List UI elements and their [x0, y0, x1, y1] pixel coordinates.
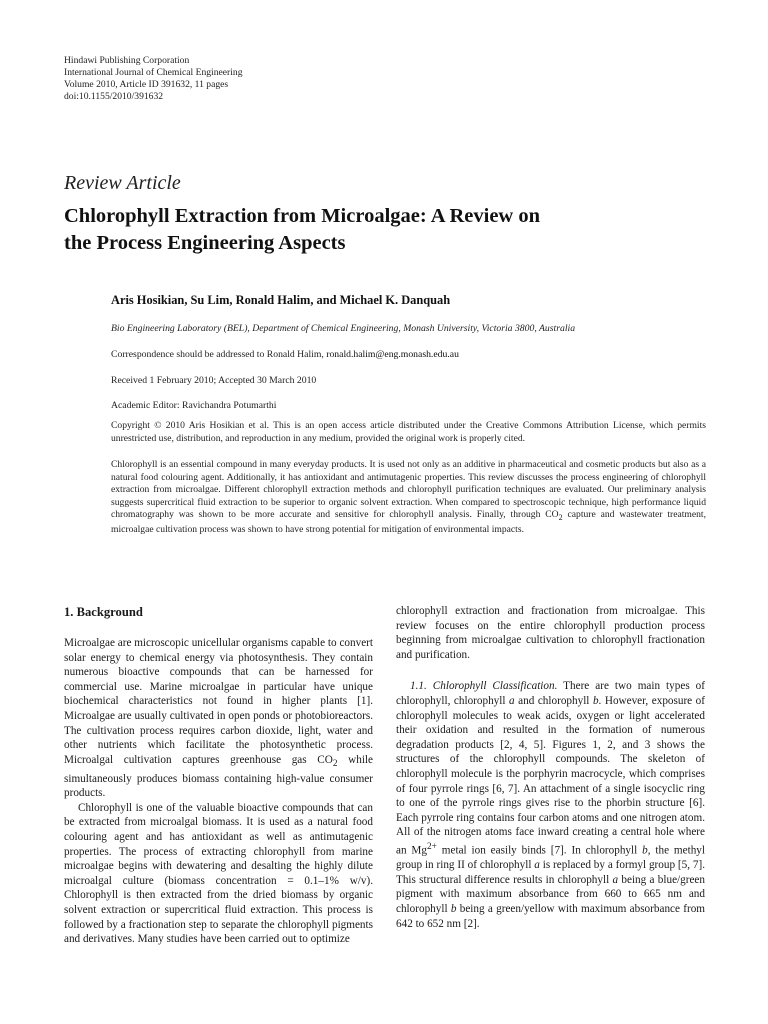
background-paragraph-2: Chlorophyll is one of the valuable bioactive compounds that can be extracted from microalgal biomass. It is used as a natural food colouring agent and has antioxidant as well as antimutagenic properties. The process of extracting chlorophyll from marine microalgae begins with dewatering and desalting the highly dilute microalgal culture (biomass concentration = 0.1–1% w/v). Chlorophyll is then extracted from the dried biomass by organic solvent extraction or supercritical fluid extraction. This process is followed by a fractionation step to separate the chlorophyll pigments and derivatives. Many studies have been carried out to optimize — [64, 801, 373, 946]
background-p1-subscript: 2 — [332, 758, 338, 769]
text-run: metal ion easily binds [7]. In chlorophyll — [436, 844, 643, 857]
text-run: . However, exposure of chlorophyll molecules to weak acids, oxygen or light accelerated their oxidation and resulted in the formation of numerous degradation products [2, 4, 5]. Figures 1, 2, and 3 shows the structures of the chlorophyll compounds. The skeleton of chlorophyll molecule is the porphyrin macrocycle, which comprises of four pyrrole rings [6, 7]. An attachment of a single isocyclic ring to one of the pyrrole rings gives rise to the phorbin structure [6]. Each pyrrole ring contains four carbon atoms and one nitrogen atom. All of the nitrogen atoms face inward creating a central hole where an Mg — [396, 694, 705, 857]
correspondence — [111, 349, 459, 360]
superscript: 2+ — [426, 841, 437, 852]
abstract-part-2: capture and wastewater treatment, microalgae cultivation process was shown to have strong potential for mitigation of environmental impacts. — [111, 509, 706, 536]
text-run: being a blue/green pigment with maximum absorbance from 660 to 665 nm and chlorophyll — [396, 873, 705, 916]
italic-letter: a — [509, 694, 515, 707]
section-heading-background: 1. Background — [64, 605, 143, 619]
correspondence-email[interactable]: ronald.halim@eng.monash.edu.au — [326, 349, 459, 360]
academic-editor: Academic Editor: Ravichandra Potumarthi — [111, 400, 277, 411]
text-run: is replaced by a formyl group [5, 7]. This structural difference results in chlorophyll — [396, 859, 705, 886]
affiliation: Bio Engineering Laboratory (BEL), Department of Chemical Engineering, Monash University, Victoria 3800, Australia — [111, 323, 576, 334]
classification-paragraph — [396, 679, 705, 931]
journal-masthead — [64, 55, 464, 103]
article-type: Review Article — [64, 172, 181, 194]
author-list: Aris Hosikian, Su Lim, Ronald Halim, and Michael K. Danquah — [111, 293, 451, 307]
italic-letter: b — [592, 694, 599, 707]
background-p1-text-a: Microalgae are microscopic unicellular organisms capable to convert solar energy to chemical energy via photosynthesis. They contain numerous bioactive compounds that can be harnessed for commercial use. Marine microalgae in particular have unique biochemical characteristics not found in higher plants [1]. Microalgae are usually cultivated in open ponds or photobioreactors. The cultivation process requires carbon dioxide, light, water and other nutrients which facilitate the photosynthetic process. Microalgal cultivation captures greenhouse gas CO — [64, 637, 373, 766]
correspondence-text: Correspondence should be addressed to Ronald Halim, — [111, 349, 324, 360]
right-column — [396, 604, 705, 931]
italic-letter: b — [642, 844, 648, 857]
text-run: There are two main types of chlorophyll, chlorophyll — [396, 680, 705, 707]
copyright-notice: Copyright © 2010 Aris Hosikian et al. This is an open access article distributed under the Creative Commons Attribution License, which permits unrestricted use, distribution, and reproduction in any medium, provided the original work is properly cited. — [111, 420, 706, 444]
journal-name: International Journal of Chemical Engineering — [64, 67, 243, 78]
doi-text: doi:10.1155/2010/391632 — [64, 91, 164, 102]
text-run: and chlorophyll — [514, 694, 593, 707]
text-run: , the methyl group in ring II of chlorophyll — [396, 844, 705, 872]
received-dates: Received 1 February 2010; Accepted 30 March 2010 — [111, 375, 317, 386]
background-paragraph-1 — [64, 636, 373, 801]
left-column — [64, 604, 373, 947]
article-title — [64, 203, 704, 257]
text-run: being a green/yellow with maximum absorbance from 642 to 652 nm [2]. — [396, 903, 705, 930]
italic-letter: b — [450, 903, 457, 916]
abstract-part-1: Chlorophyll is an essential compound in many everyday products. It is used not only as an additive in pharmaceutical and cosmetic products but also as a natural food colouring agent. Additionally, it has antioxidant and antimutagenic properties. This review discusses the process engineering of chlorophyll extraction from microalgae. Different chlorophyll extraction methods and chlorophyll purification techniques are evaluated. Our preliminary analysis suggests supercritical fluid extraction to be superior to organic solvent extraction. When compared to spectroscopic technique, high performance liquid chromatography was shown to be more accurate and sensitive for chlorophyll analysis. Finally, through CO — [111, 459, 706, 520]
publisher-name: Hindawi Publishing Corporation — [64, 55, 190, 66]
title-line-1: Chlorophyll Extraction from Microalgae: A Review on — [64, 205, 541, 227]
abstract — [111, 459, 706, 537]
italic-letter: a — [612, 873, 619, 886]
subsection-title: 1.1. Chlorophyll Classification. — [410, 680, 558, 693]
volume-info: Volume 2010, Article ID 391632, 11 pages — [64, 79, 229, 90]
italic-letter: a — [534, 859, 540, 872]
background-p1-text-b: while simultaneously produces biomass containing high-value consumer products. — [64, 753, 373, 800]
title-line-2: the Process Engineering Aspects — [64, 232, 346, 254]
abstract-subscript: 2 — [558, 512, 563, 522]
background-paragraph-2-continued: chlorophyll extraction and fractionation from microalgae. This review focuses on the entire chlorophyll production process beginning from microalgae cultivation to chlorophyll fractionation and purification. — [396, 605, 705, 661]
